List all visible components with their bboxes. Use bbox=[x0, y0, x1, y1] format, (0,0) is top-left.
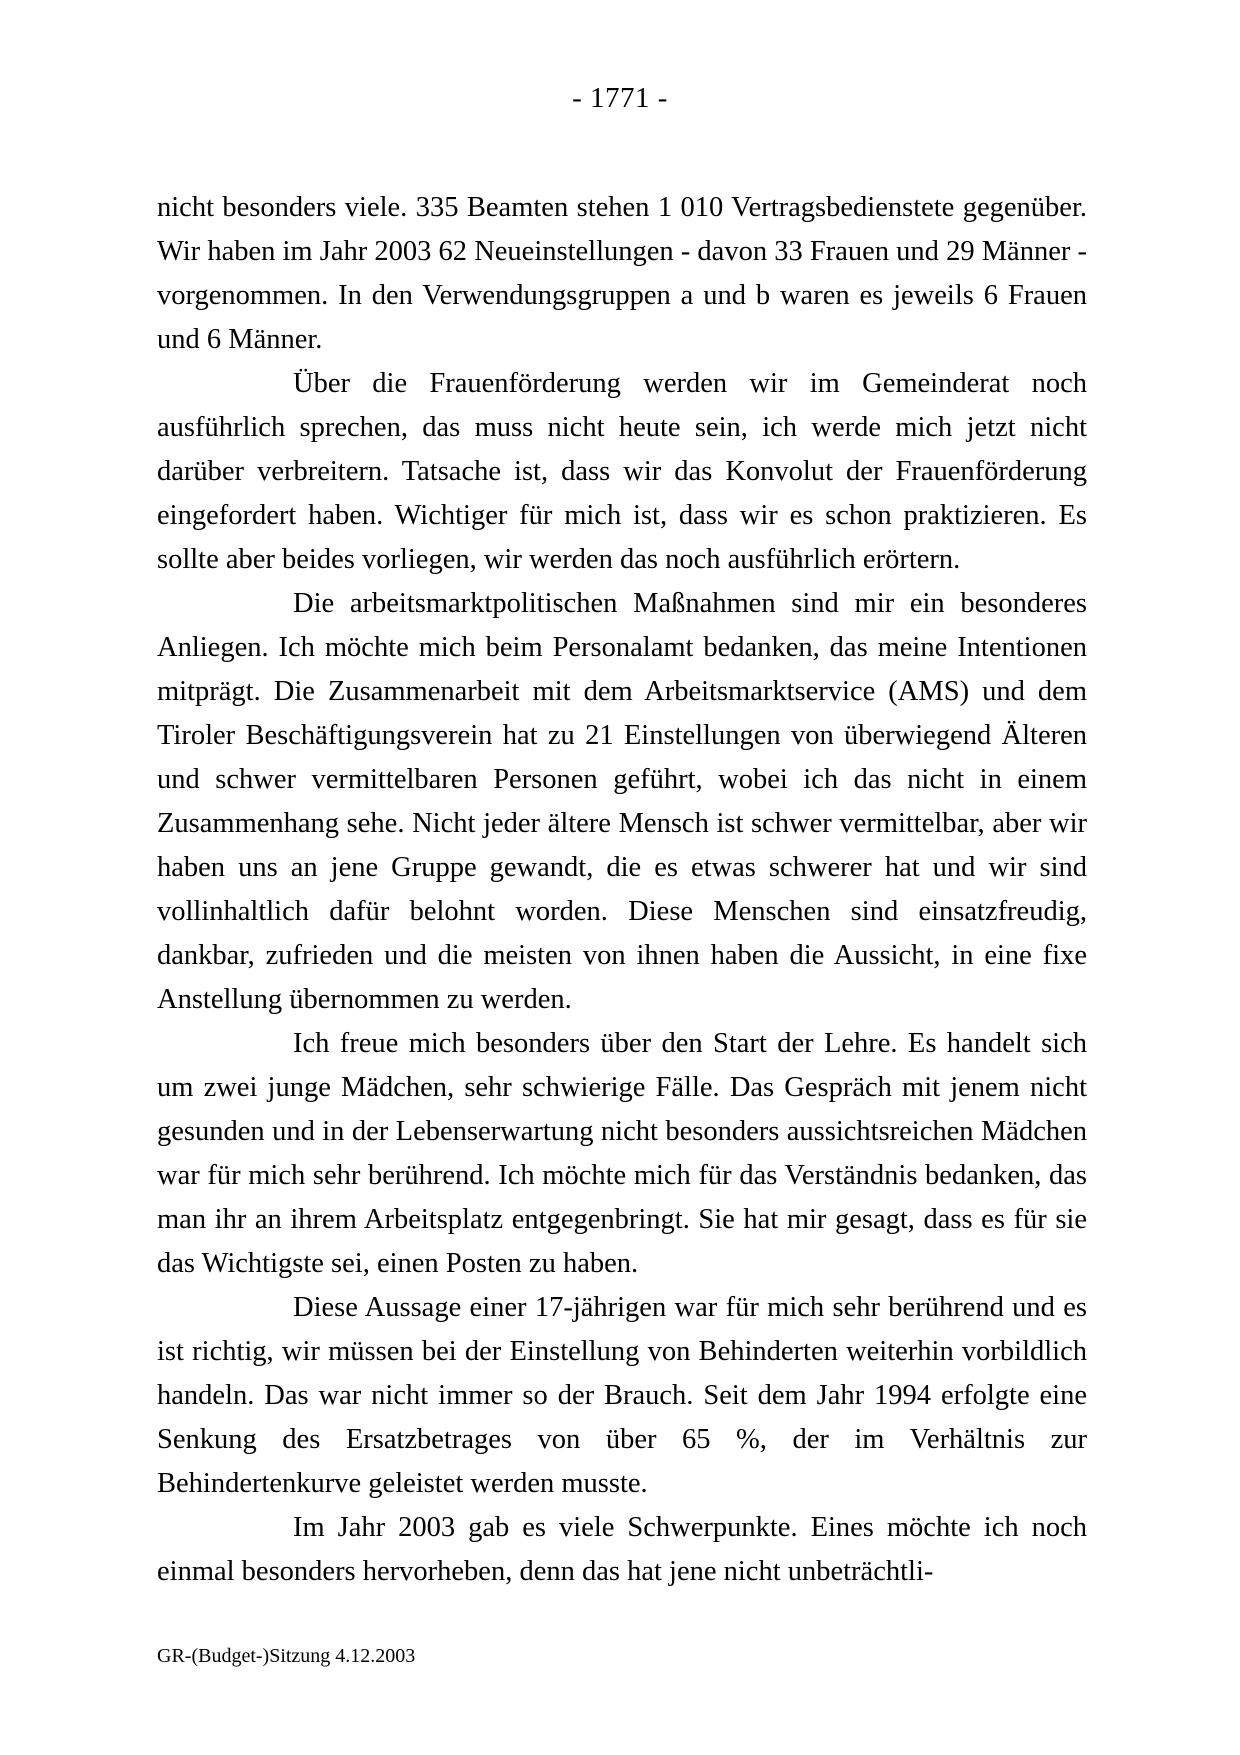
paragraph: Die arbeitsmarktpolitischen Maßnahmen sind mir ein besonderes Anliegen. Ich möchte mich beim Personalamt bedanken, das meine Intentionen mitprägt. Die Zusammenarbeit mit dem Arbeitsmarktservice (AMS) und dem Tiroler Beschäftigungsverein hat zu 21 Einstellungen von überwiegend Älteren und schwer vermittelbaren Personen geführt, wobei ich das nicht in einem Zusammenhang sehe. Nicht jeder ältere Mensch ist schwer vermittelbar, aber wir haben uns an jene Gruppe gewandt, die es etwas schwerer hat und wir sind vollinhaltlich dafür belohnt worden. Diese Menschen sind einsatzfreudig, dankbar, zufrieden und die meisten von ihnen haben die Aussicht, in eine fixe Anstellung übernommen zu werden. bbox=[157, 588, 1087, 1015]
paragraph: Im Jahr 2003 gab es viele Schwerpunkte. Eines möchte ich noch einmal besonders hervorheben, denn das hat jene nicht unbeträchtli- bbox=[157, 1512, 1087, 1587]
paragraph: Diese Aussage einer 17-jährigen war für mich sehr berührend und es ist richtig, wir müssen bei der Einstellung von Behinderten weiterhin vorbildlich handeln. Das war nicht immer so der Brauch. Seit dem Jahr 1994 erfolgte eine Senkung des Ersatzbetrages von über 65 %, der im Verhältnis zur Behindertenkurve geleistet werden musste. bbox=[157, 1292, 1087, 1499]
paragraph: nicht besonders viele. 335 Beamten stehen 1 010 Vertragsbedienstete gegenüber. Wir haben im Jahr 2003 62 Neueinstellungen - davon 33 Frauen und 29 Männer - vorgenommen. In den Verwendungsgruppen a und b waren es jeweils 6 Frauen und 6 Männer. bbox=[157, 192, 1087, 355]
page-footer: GR-(Budget-)Sitzung 4.12.2003 bbox=[157, 1645, 416, 1667]
paragraph: Über die Frauenförderung werden wir im Gemeinderat noch ausführlich sprechen, das muss nicht heute sein, ich werde mich jetzt nicht darüber verbreitern. Tatsache ist, dass wir das Konvolut der Frauenförderung eingefordert haben. Wichtiger für mich ist, dass wir es schon praktizieren. Es sollte aber beides vorliegen, wir werden das noch ausführlich erörtern. bbox=[157, 368, 1087, 575]
paragraph: Ich freue mich besonders über den Start der Lehre. Es handelt sich um zwei junge Mädchen, sehr schwierige Fälle. Das Gespräch mit jenem nicht gesunden und in der Lebenserwartung nicht besonders aussichtsreichen Mädchen war für mich sehr berührend. Ich möchte mich für das Verständnis bedanken, das man ihr an ihrem Arbeitsplatz entgegenbringt. Sie hat mir gesagt, dass es für sie das Wichtigste sei, einen Posten zu haben. bbox=[157, 1028, 1087, 1279]
page-number: - 1771 - bbox=[572, 82, 668, 114]
page-body bbox=[157, 186, 1087, 1594]
